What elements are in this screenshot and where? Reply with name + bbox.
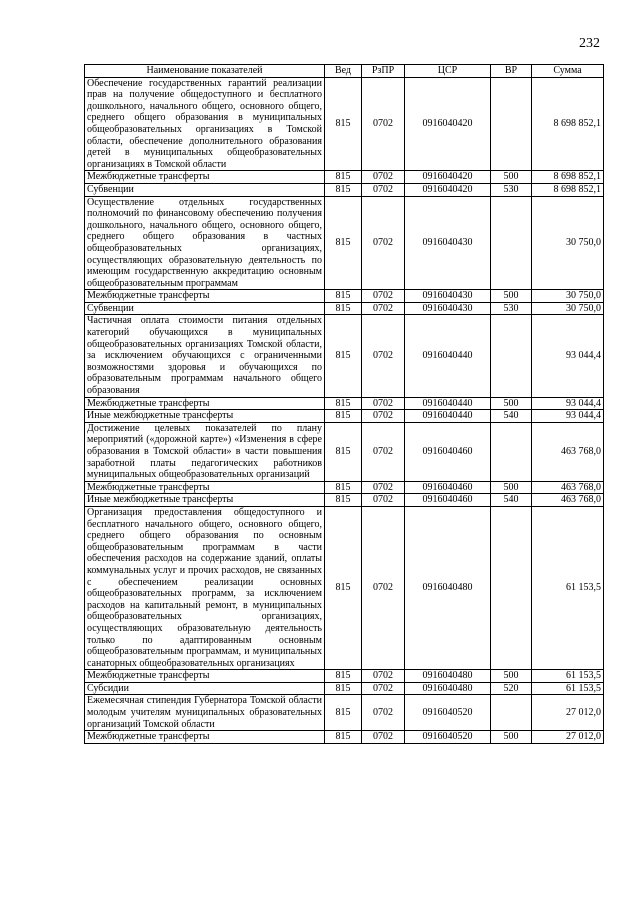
table-row (85, 183, 604, 196)
cell-vr (491, 422, 532, 481)
cell-rzpr: 0702 (362, 410, 405, 423)
cell-csr: 0916040520 (405, 695, 491, 731)
cell-rzpr: 0702 (362, 481, 405, 494)
cell-name: Субвенции (85, 302, 325, 315)
table-row (85, 171, 604, 184)
cell-ved: 815 (325, 183, 362, 196)
cell-vr (491, 315, 532, 397)
cell-name: Обеспечение государственных гарантий реализации прав на получение общедоступного и бесплатного дошкольного, начального общего, основного общего, среднего общего образования в муниципальных общеобразовательных организациях в Томской области, обеспечение дополнительного образования детей в муниципальных общеобразовательных организациях в Томской области (85, 77, 325, 171)
cell-sum: 61 153,5 (532, 506, 604, 669)
cell-csr: 0916040440 (405, 315, 491, 397)
cell-ved: 815 (325, 481, 362, 494)
cell-sum: 61 153,5 (532, 682, 604, 695)
cell-csr: 0916040460 (405, 494, 491, 507)
cell-ved: 815 (325, 196, 362, 290)
cell-ved: 815 (325, 682, 362, 695)
cell-sum: 93 044,4 (532, 315, 604, 397)
cell-vr: 530 (491, 183, 532, 196)
cell-name: Ежемесячная стипендия Губернатора Томской области молодым учителям муниципальных образовательных организаций Томской области (85, 695, 325, 731)
table-row (85, 695, 604, 731)
cell-rzpr: 0702 (362, 422, 405, 481)
cell-name: Осуществление отдельных государственных полномочий по финансовому обеспечению получения дошкольного, начального общего, основного общего, среднего общего образования в частных общеобразовательных организациях, осуществляющих образовательную деятельность по имеющим государственную аккредитацию основным общеобразовательным программам (85, 196, 325, 290)
cell-vr: 520 (491, 682, 532, 695)
cell-csr: 0916040420 (405, 77, 491, 171)
cell-csr: 0916040480 (405, 670, 491, 683)
cell-csr: 0916040440 (405, 397, 491, 410)
table-row (85, 196, 604, 290)
cell-rzpr: 0702 (362, 731, 405, 744)
cell-sum: 27 012,0 (532, 731, 604, 744)
cell-name: Межбюджетные трансферты (85, 731, 325, 744)
cell-rzpr: 0702 (362, 171, 405, 184)
cell-ved: 815 (325, 302, 362, 315)
cell-rzpr: 0702 (362, 196, 405, 290)
cell-sum: 8 698 852,1 (532, 183, 604, 196)
cell-ved: 815 (325, 397, 362, 410)
cell-rzpr: 0702 (362, 682, 405, 695)
header-name: Наименование показателей (85, 65, 325, 78)
cell-ved: 815 (325, 171, 362, 184)
cell-rzpr: 0702 (362, 670, 405, 683)
cell-sum: 30 750,0 (532, 290, 604, 303)
page-number: 232 (579, 36, 600, 51)
cell-ved: 815 (325, 77, 362, 171)
table-row (85, 481, 604, 494)
cell-rzpr: 0702 (362, 506, 405, 669)
cell-name: Межбюджетные трансферты (85, 397, 325, 410)
cell-rzpr: 0702 (362, 290, 405, 303)
cell-ved: 815 (325, 695, 362, 731)
cell-ved: 815 (325, 410, 362, 423)
cell-sum: 8 698 852,1 (532, 77, 604, 171)
table-row (85, 506, 604, 669)
cell-vr: 540 (491, 494, 532, 507)
cell-csr: 0916040460 (405, 422, 491, 481)
header-ved: Вед (325, 65, 362, 78)
cell-vr (491, 506, 532, 669)
cell-name: Межбюджетные трансферты (85, 481, 325, 494)
cell-sum: 61 153,5 (532, 670, 604, 683)
cell-csr: 0916040430 (405, 290, 491, 303)
cell-rzpr: 0702 (362, 183, 405, 196)
cell-sum: 8 698 852,1 (532, 171, 604, 184)
table-row (85, 670, 604, 683)
cell-ved: 815 (325, 670, 362, 683)
cell-name: Достижение целевых показателей по плану мероприятий («дорожной карте») «Изменения в сфере образования в Томской области» в части повышения заработной платы педагогических работников муниципальных общеобразовательных организаций (85, 422, 325, 481)
cell-name: Иные межбюджетные трансферты (85, 494, 325, 507)
cell-sum: 93 044,4 (532, 397, 604, 410)
cell-name: Субвенции (85, 183, 325, 196)
table-row (85, 494, 604, 507)
cell-rzpr: 0702 (362, 302, 405, 315)
cell-name: Иные межбюджетные трансферты (85, 410, 325, 423)
table-row (85, 77, 604, 171)
cell-rzpr: 0702 (362, 494, 405, 507)
cell-vr: 530 (491, 302, 532, 315)
table-row (85, 422, 604, 481)
cell-vr: 500 (491, 290, 532, 303)
table-row (85, 410, 604, 423)
cell-sum: 93 044,4 (532, 410, 604, 423)
table-row (85, 397, 604, 410)
cell-name: Межбюджетные трансферты (85, 171, 325, 184)
cell-ved: 815 (325, 422, 362, 481)
cell-name: Частичная оплата стоимости питания отдельных категорий обучающихся в муниципальных общеобразовательных организациях Томской области, за исключением обучающихся с ограниченными возможностями здоровья и обучающихся по образовательным программам начального общего образования (85, 315, 325, 397)
header-sum: Сумма (532, 65, 604, 78)
cell-csr: 0916040440 (405, 410, 491, 423)
cell-rzpr: 0702 (362, 77, 405, 171)
cell-vr: 500 (491, 731, 532, 744)
cell-csr: 0916040460 (405, 481, 491, 494)
header-csr: ЦСР (405, 65, 491, 78)
cell-csr: 0916040420 (405, 183, 491, 196)
cell-vr (491, 695, 532, 731)
cell-vr (491, 196, 532, 290)
table-row (85, 290, 604, 303)
cell-csr: 0916040480 (405, 682, 491, 695)
cell-csr: 0916040520 (405, 731, 491, 744)
cell-vr (491, 77, 532, 171)
cell-sum: 27 012,0 (532, 695, 604, 731)
cell-rzpr: 0702 (362, 397, 405, 410)
cell-csr: 0916040420 (405, 171, 491, 184)
cell-vr: 540 (491, 410, 532, 423)
table-row (85, 682, 604, 695)
cell-name: Межбюджетные трансферты (85, 670, 325, 683)
cell-csr: 0916040430 (405, 302, 491, 315)
cell-rzpr: 0702 (362, 315, 405, 397)
cell-vr: 500 (491, 171, 532, 184)
cell-sum: 30 750,0 (532, 302, 604, 315)
cell-name: Межбюджетные трансферты (85, 290, 325, 303)
cell-vr: 500 (491, 670, 532, 683)
header-vr: ВР (491, 65, 532, 78)
cell-vr: 500 (491, 481, 532, 494)
budget-table (84, 64, 604, 744)
cell-rzpr: 0702 (362, 695, 405, 731)
cell-sum: 463 768,0 (532, 494, 604, 507)
cell-csr: 0916040480 (405, 506, 491, 669)
cell-ved: 815 (325, 731, 362, 744)
cell-name: Организация предоставления общедоступного и бесплатного начального общего, основного общего, среднего общего образования по основным общеобразовательным программам в части обеспечения расходов на содержание зданий, оплаты коммунальных услуг и прочих расходов, не связанных с обеспечением реализации основных общеобразовательных программ, за исключением расходов на капитальный ремонт, в муниципальных общеобразовательных организациях, осуществляющих образовательную деятельность только по адаптированным основным общеобразовательным программам, и муниципальных санаторных общеобразовательных организациях (85, 506, 325, 669)
cell-csr: 0916040430 (405, 196, 491, 290)
header-rzpr: РзПР (362, 65, 405, 78)
cell-vr: 500 (491, 397, 532, 410)
table-row (85, 302, 604, 315)
cell-sum: 463 768,0 (532, 422, 604, 481)
table-row (85, 315, 604, 397)
header-row (85, 65, 604, 78)
cell-ved: 815 (325, 315, 362, 397)
cell-name: Субсидии (85, 682, 325, 695)
table-row (85, 731, 604, 744)
cell-ved: 815 (325, 290, 362, 303)
cell-sum: 30 750,0 (532, 196, 604, 290)
cell-ved: 815 (325, 506, 362, 669)
cell-ved: 815 (325, 494, 362, 507)
cell-sum: 463 768,0 (532, 481, 604, 494)
